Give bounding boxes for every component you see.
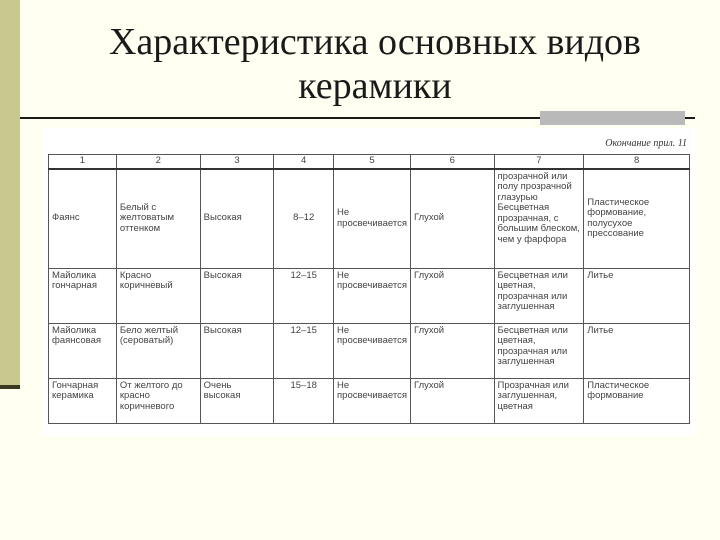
table-header-row (49, 155, 690, 169)
table-cell: 12–15 (274, 268, 334, 323)
table-caption: Окончание прил. 11 (605, 138, 687, 149)
table-cell: прозрачной или полу прозрачной глазурью Бесцветная прозрачная, с большим блеском, чем у фарфора (494, 169, 584, 269)
table-cell: Не просвечивается (334, 169, 411, 269)
table-cell: Литье (584, 323, 690, 378)
table-cell: 15–18 (274, 378, 334, 423)
header-cell: 3 (200, 155, 274, 169)
table-cell: Не просвечивается (334, 378, 411, 423)
table-cell: Высокая (200, 268, 274, 323)
table-row (49, 378, 690, 423)
table-cell: Глухой (410, 268, 494, 323)
table-cell: Высокая (200, 169, 274, 269)
decorative-bar-shadow (0, 385, 20, 389)
header-cell: 4 (274, 155, 334, 169)
table-cell: Глухой (410, 323, 494, 378)
header-cell: 6 (410, 155, 494, 169)
table-cell: Бесцветная или цветная, прозрачная или заглушенная (494, 323, 584, 378)
table-cell: Пластическое формование, полусухое прессование (584, 169, 690, 269)
header-cell: 5 (334, 155, 411, 169)
table-cell: Фаянс (49, 169, 117, 269)
table-cell: Пластическое формование (584, 378, 690, 423)
table-cell: Бело желтый (сероватый) (116, 323, 200, 378)
table-cell: Прозрачная или заглушенная, цветная (494, 378, 584, 423)
header-cell: 1 (49, 155, 117, 169)
table-cell: Глухой (410, 169, 494, 269)
header-cell: 8 (584, 155, 690, 169)
table-cell: Бесцветная или цветная, прозрачная или заглушенная (494, 268, 584, 323)
table-cell: Красно коричневый (116, 268, 200, 323)
header-cell: 7 (494, 155, 584, 169)
table-row (49, 323, 690, 378)
table-cell: Белый с желтоватым оттенком (116, 169, 200, 269)
scanned-table-image (42, 128, 695, 436)
slide-title: Характеристика основных видов керамики (108, 21, 642, 107)
header-cell: 2 (116, 155, 200, 169)
decorative-left-bar (0, 0, 20, 385)
decorative-gray-block (540, 111, 685, 125)
table-row (49, 169, 690, 269)
table-cell: 12–15 (274, 323, 334, 378)
table-cell: Майолика гончарная (49, 268, 117, 323)
table-row (49, 268, 690, 323)
table-cell: От желтого до красно коричневого (116, 378, 200, 423)
table-cell: Очень высокая (200, 378, 274, 423)
table-cell: Глухой (410, 378, 494, 423)
table-cell: Высокая (200, 323, 274, 378)
table-cell: 8–12 (274, 169, 334, 269)
table-cell: Литье (584, 268, 690, 323)
table-cell: Не просвечивается (334, 323, 411, 378)
table-cell: Майолика фаянсовая (49, 323, 117, 378)
ceramics-table (48, 154, 690, 424)
table-cell: Не просвечивается (334, 268, 411, 323)
table-cell: Гончарная керамика (49, 378, 117, 423)
